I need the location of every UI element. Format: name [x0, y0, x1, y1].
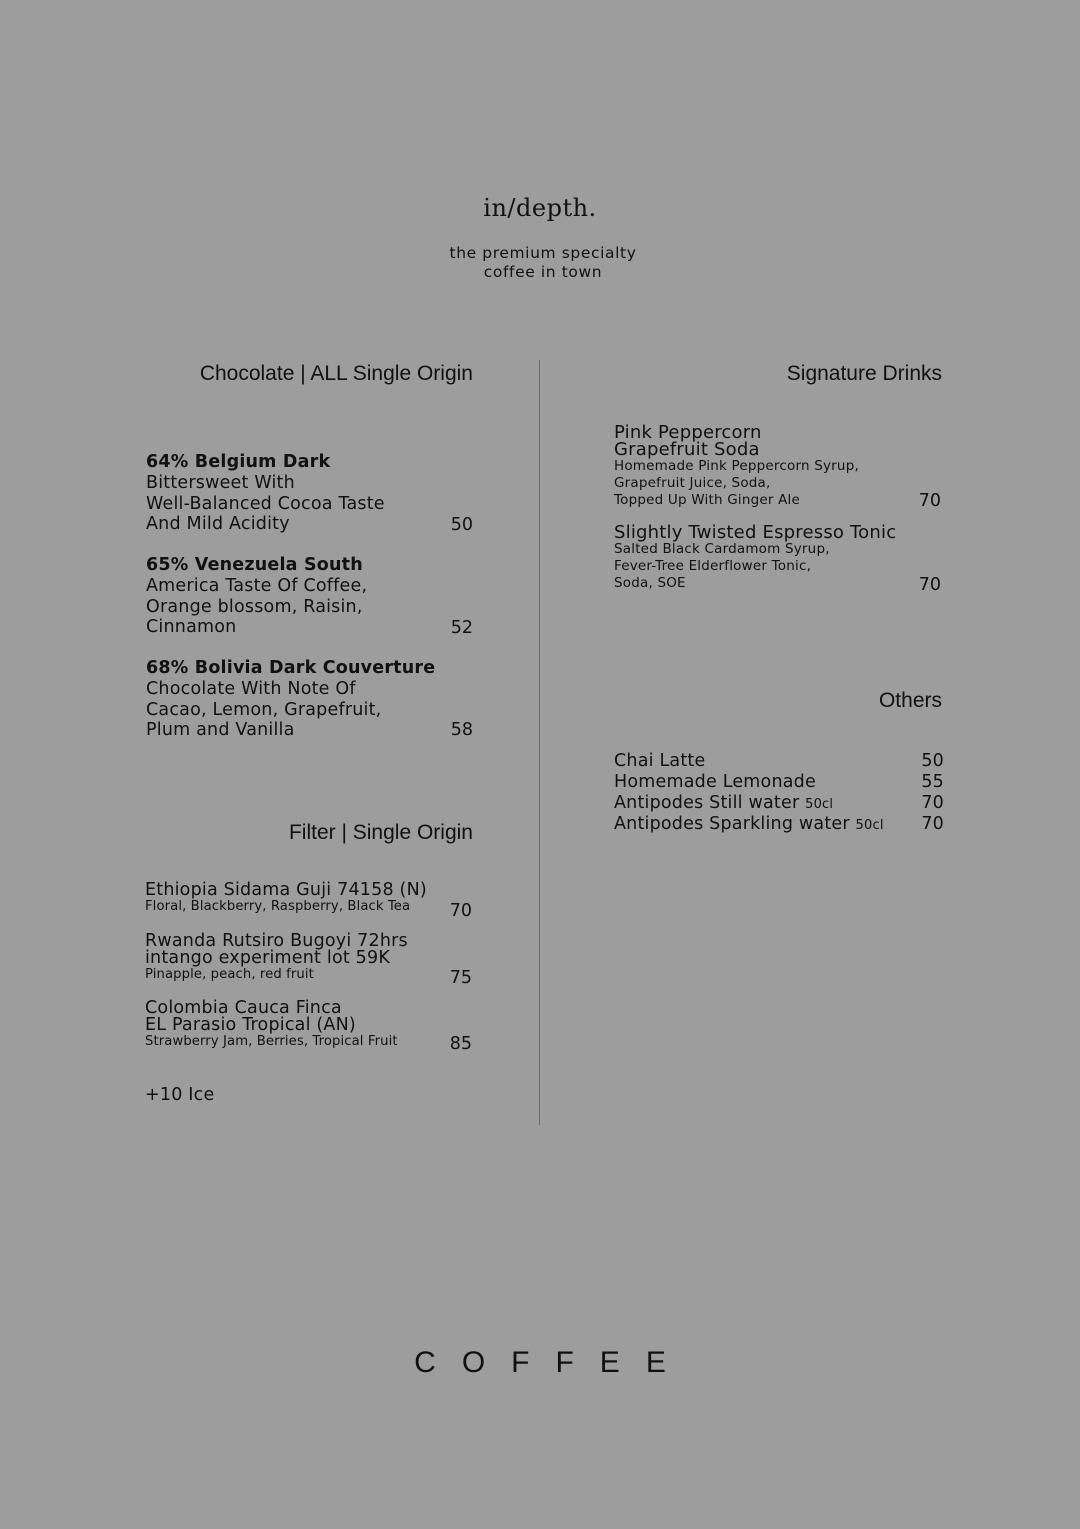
- others-item-volume: 50cl: [805, 797, 834, 812]
- chocolate-section-title: Chocolate | ALL Single Origin: [199, 362, 473, 385]
- signature-item-name: Pink Peppercorn: [614, 422, 762, 443]
- brand-name: in/depth.: [483, 194, 597, 222]
- signature-item-price: 70: [918, 491, 941, 511]
- tagline-line-2: coffee in town: [483, 263, 603, 281]
- chocolate-item-desc: Well-Balanced Cocoa Taste: [146, 493, 385, 514]
- others-item: [614, 793, 944, 814]
- chocolate-item-desc: Cinnamon: [146, 617, 237, 638]
- chocolate-item-price: 50: [450, 515, 473, 535]
- chocolate-item-desc: Plum and Vanilla: [146, 720, 295, 741]
- filter-item-notes: Floral, Blackberry, Raspberry, Black Tea: [145, 899, 411, 914]
- others-item-price: 70: [921, 814, 944, 834]
- signature-item-desc: Salted Black Cardamom Syrup,: [614, 541, 830, 557]
- filter-item: [145, 1000, 445, 1050]
- filter-section-title: Filter | Single Origin: [288, 821, 473, 844]
- chocolate-item-price: 52: [450, 618, 473, 638]
- others-item-price: 55: [921, 772, 944, 792]
- signature-item-desc: Soda, SOE: [614, 574, 686, 591]
- filter-item-name: Rwanda Rutsiro Bugoyi 72hrs: [145, 931, 408, 951]
- signature-item: [614, 524, 924, 591]
- filter-item: [145, 933, 445, 983]
- signature-section-title: Signature Drinks: [786, 362, 942, 385]
- others-item-price: 50: [921, 751, 944, 771]
- others-item-name: Chai Latte: [614, 751, 706, 771]
- chocolate-item-desc: Orange blossom, Raisin,: [146, 596, 363, 617]
- filter-item-name: EL Parasio Tropical (AN): [145, 1015, 356, 1035]
- others-item: [614, 772, 944, 793]
- chocolate-item-name: 65% Venezuela South: [146, 555, 363, 575]
- others-item-price: 70: [921, 793, 944, 813]
- others-item-volume: 50cl: [855, 818, 884, 833]
- others-item-name: Homemade Lemonade: [614, 772, 816, 792]
- signature-item-desc: Homemade Pink Peppercorn Syrup,: [614, 458, 859, 474]
- chocolate-item-price: 58: [450, 720, 473, 740]
- filter-item-name: Ethiopia Sidama Guji 74158 (N): [145, 880, 427, 900]
- signature-item-desc: Fever-Tree Elderflower Tonic,: [614, 557, 812, 574]
- signature-item-name: Grapefruit Soda: [614, 439, 760, 460]
- chocolate-item-name: 64% Belgium Dark: [146, 452, 331, 472]
- filter-item-price: 75: [449, 968, 472, 988]
- filter-item-name: Colombia Cauca Finca: [145, 998, 342, 1018]
- tagline-line-1: the premium specialty: [449, 244, 637, 262]
- signature-item-desc: Topped Up With Ginger Ale: [614, 491, 800, 508]
- brand-tagline: [0, 244, 1080, 282]
- others-item-name: Antipodes Still water: [614, 793, 800, 813]
- filter-item: [145, 882, 445, 915]
- others-item-name: Antipodes Sparkling water: [614, 814, 850, 834]
- signature-item: [614, 424, 914, 508]
- others-section-title: Others: [878, 689, 942, 712]
- filter-item-name: intango experiment lot 59K: [145, 948, 391, 968]
- chocolate-item-desc: America Taste Of Coffee,: [146, 575, 368, 596]
- chocolate-item-desc: Cacao, Lemon, Grapefruit,: [146, 699, 382, 720]
- chocolate-item-name: 68% Bolivia Dark Couverture: [146, 658, 436, 678]
- column-divider: [539, 360, 540, 1125]
- filter-item-notes: Strawberry Jam, Berries, Tropical Fruit: [145, 1034, 398, 1049]
- filter-item-price: 85: [449, 1034, 472, 1054]
- chocolate-item-desc: And Mild Acidity: [146, 514, 290, 535]
- chocolate-item-desc: Bittersweet With: [146, 472, 295, 493]
- chocolate-item-desc: Chocolate With Note Of: [146, 678, 356, 699]
- signature-item-price: 70: [918, 575, 941, 595]
- footer-category-label: COFFEE: [414, 1346, 692, 1379]
- others-item: [614, 814, 944, 835]
- filter-item-price: 70: [449, 901, 472, 921]
- signature-item-desc: Grapefruit Juice, Soda,: [614, 474, 771, 491]
- filter-item-notes: Pinapple, peach, red fruit: [145, 967, 314, 982]
- signature-item-name: Slightly Twisted Espresso Tonic: [614, 522, 897, 543]
- ice-note: +10 Ice: [145, 1085, 215, 1105]
- others-item: [614, 751, 944, 772]
